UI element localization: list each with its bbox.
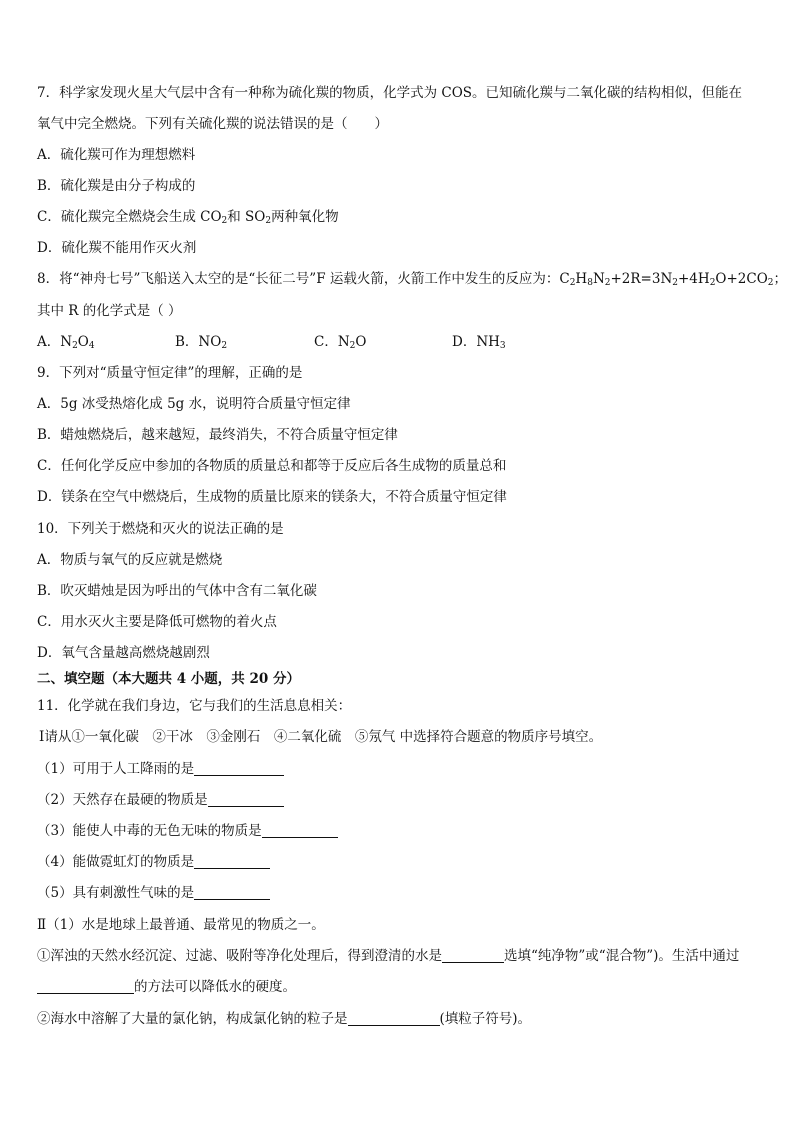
- q7-option-c: [37, 208, 764, 230]
- item-text: （2）天然存在最硬的物质是: [37, 792, 208, 808]
- q9-option-c: C．任何化学反应中参加的各物质的质量总和都等于反应后各生成物的质量总和: [37, 458, 507, 474]
- subscript: 2: [672, 278, 678, 288]
- subscript: 8: [587, 278, 593, 288]
- q8-stem-line2: 其中 R 的化学式是（ ）: [37, 303, 182, 319]
- q11-stem: 11．化学就在我们身边，它与我们的生活息息相关：: [37, 698, 352, 714]
- item-text: （4）能做霓虹灯的物质是: [37, 854, 195, 870]
- q11-sub1-line1: [37, 947, 764, 965]
- q9-option-b: B．蜡烛燃烧后，越来越短，最终消失，不符合质量守恒定律: [37, 427, 398, 443]
- sub-text: (填粒子符号)。: [439, 1011, 532, 1027]
- subscript: 2: [709, 278, 716, 288]
- subscript: 2: [265, 216, 272, 226]
- subscript: 2: [767, 278, 774, 288]
- q8-stem-text: +2R=3N: [610, 271, 673, 287]
- subscript: 3: [499, 341, 506, 351]
- item-text: （5）具有刺激性气味的是: [37, 885, 195, 901]
- q11-item4: [37, 853, 764, 871]
- option-text: O: [77, 334, 89, 350]
- q8-stem-text: ；: [773, 271, 788, 287]
- option-text: C．N: [314, 334, 350, 350]
- subscript: 2: [221, 341, 228, 351]
- q8-stem-text: H: [575, 271, 588, 287]
- sub-text: ①浑浊的天然水经沉淀、过滤、吸附等净化处理后，得到澄清的水是: [37, 948, 442, 964]
- q8-option-c: [314, 333, 366, 355]
- q7-option-c-text: 两种氧化物: [271, 209, 339, 225]
- answer-blank[interactable]: [208, 792, 284, 807]
- answer-blank[interactable]: [194, 854, 270, 869]
- q7-option-c-text: 和 SO: [227, 209, 266, 225]
- q8-option-b: [175, 333, 227, 355]
- option-text: D．NH: [452, 334, 500, 350]
- answer-blank[interactable]: [194, 885, 270, 900]
- q7-option-b: B．硫化羰是由分子构成的: [37, 178, 196, 194]
- q11-item2: [37, 791, 764, 809]
- subscript: 2: [604, 278, 611, 288]
- q8-stem-text: 8．将“神舟七号”飞船送入太空的是“长征二号”F 运载火箭，火箭工作中发生的反应为：C: [37, 271, 570, 287]
- option-text: B．NO: [175, 334, 222, 350]
- answer-blank[interactable]: [442, 948, 504, 963]
- q11-part1-intro: Ⅰ请从①一氧化碳 ②干冰 ③金刚石 ④二氧化硫 ⑤氖气 中选择符合题意的物质序号填空。: [39, 729, 603, 745]
- sub-text: 选填“纯净物”或“混合物”)。生活中通过: [504, 948, 740, 964]
- sub-text: ②海水中溶解了大量的氯化钠，构成氯化钠的粒子是: [37, 1011, 348, 1027]
- answer-blank[interactable]: [262, 823, 338, 838]
- q9-option-a: A．5g 冰受热熔化成 5g 水，说明符合质量守恒定律: [37, 396, 351, 412]
- q9-option-d: D．镁条在空气中燃烧后，生成物的质量比原来的镁条大，不符合质量守恒定律: [37, 489, 507, 505]
- q11-part2-intro: Ⅱ（1）水是地球上最普通、最常见的物质之一。: [37, 917, 325, 933]
- q10-option-a: A．物质与氧气的反应就是燃烧: [37, 552, 223, 568]
- q7-stem-line1: 7．科学家发现火星大气层中含有一种称为硫化羰的物质，化学式为 COS。已知硫化羰与二氧化碳的结构相似，但能在: [37, 85, 743, 101]
- subscript: 2: [221, 216, 228, 226]
- q10-option-d: D．氧气含量越高燃烧越剧烈: [37, 645, 210, 661]
- answer-blank[interactable]: [37, 979, 134, 994]
- subscript: 2: [349, 341, 356, 351]
- q7-stem-line2: 氧气中完全燃烧。下列有关硫化羰的说法错误的是（ ）: [37, 116, 388, 132]
- option-text: A．N: [37, 334, 73, 350]
- q10-option-c: C．用水灭火主要是降低可燃物的着火点: [37, 614, 277, 630]
- answer-blank[interactable]: [194, 761, 284, 776]
- q11-item5: [37, 884, 764, 902]
- option-text: O: [355, 334, 367, 350]
- q8-stem-text: O+2CO: [715, 271, 768, 287]
- answer-blank[interactable]: [348, 1011, 440, 1026]
- section-heading: 二、填空题（本大题共 4 小题，共 20 分）: [37, 671, 300, 687]
- sub-text: 的方法可以降低水的硬度。: [134, 979, 296, 995]
- q11-item3: [37, 822, 764, 840]
- q11-sub1-line2: [37, 978, 764, 996]
- q11-item1: [37, 760, 764, 778]
- subscript: 2: [569, 278, 576, 288]
- q8-stem-text: N: [592, 271, 605, 287]
- q7-option-a: A．硫化羰可作为理想燃料: [37, 147, 196, 163]
- q9-stem: 9．下列对“质量守恒定律”的理解，正确的是: [37, 365, 303, 381]
- item-text: （1）可用于人工降雨的是: [37, 761, 195, 777]
- q8-stem-text: +4H: [678, 271, 710, 287]
- q8-option-a: [37, 333, 95, 355]
- subscript: 2: [72, 341, 78, 351]
- q10-option-b: B．吹灭蜡烛是因为呼出的气体中含有二氧化碳: [37, 583, 317, 599]
- q8-option-d: [452, 333, 506, 355]
- subscript: 4: [88, 341, 95, 351]
- item-text: （3）能使人中毒的无色无味的物质是: [37, 823, 262, 839]
- q7-option-c-text: C．硫化羰完全燃烧会生成 CO: [37, 209, 222, 225]
- q10-stem: 10．下列关于燃烧和灭火的说法正确的是: [37, 521, 284, 537]
- q7-option-d: D．硫化羰不能用作灭火剂: [37, 240, 197, 256]
- q8-stem-line1: [37, 270, 788, 292]
- q11-sub2: [37, 1010, 764, 1028]
